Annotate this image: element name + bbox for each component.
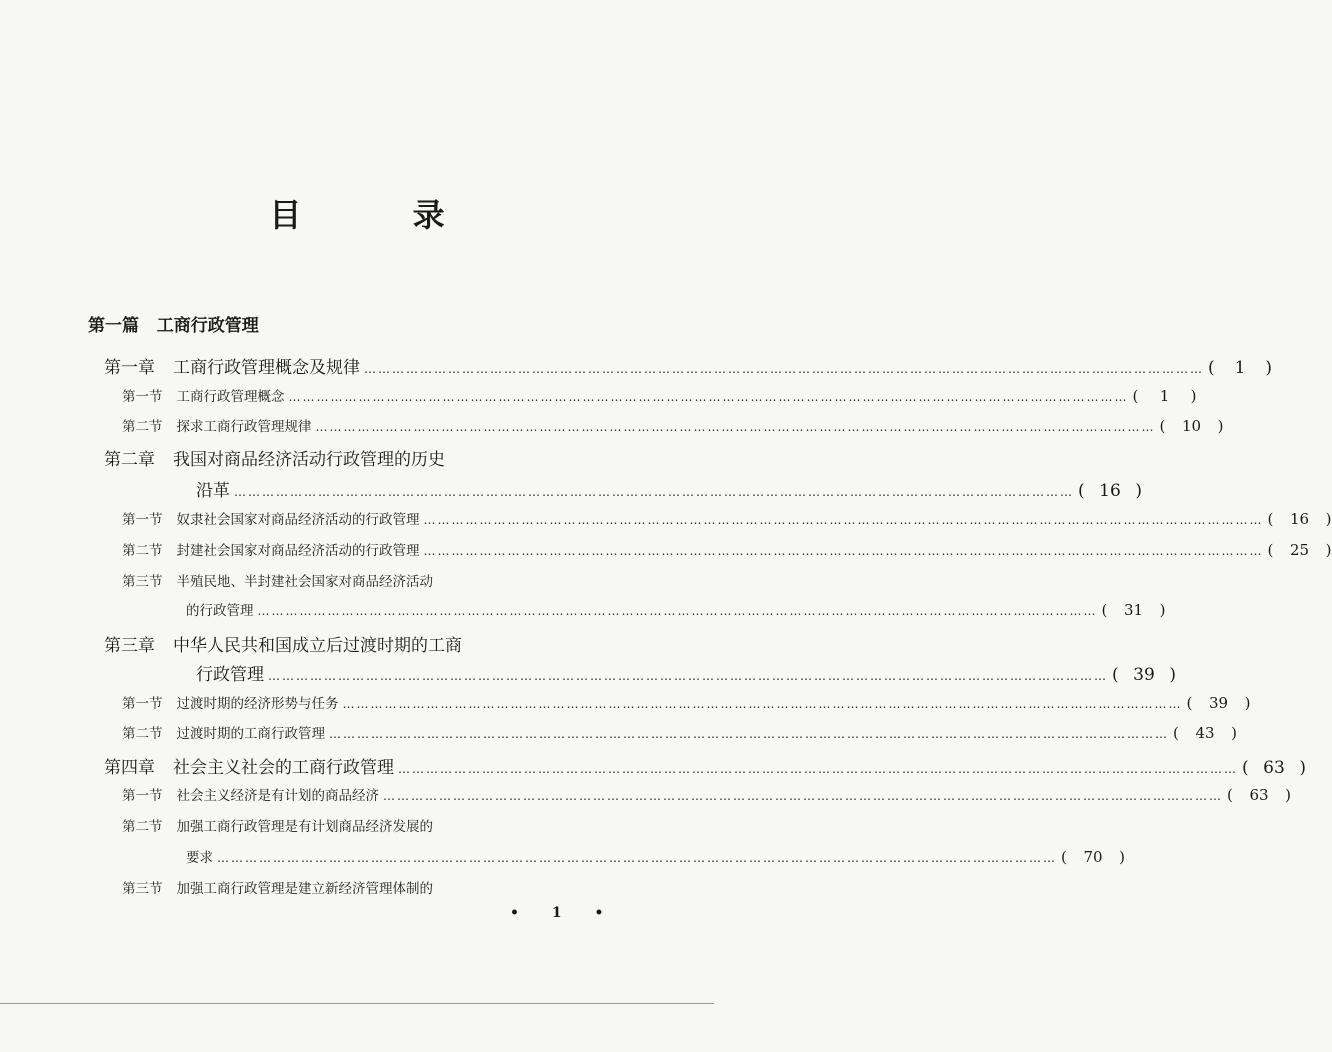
bottom-rule xyxy=(0,1003,714,1004)
toc-entry-label: 第一节 xyxy=(122,788,163,804)
toc-page-number: ( 10 ) xyxy=(1159,417,1224,435)
toc-page-number: ( 63 ) xyxy=(1242,758,1306,778)
toc-entry-label: 第三节 xyxy=(122,881,163,897)
toc-entry-label: 第一章 xyxy=(104,358,155,378)
toc-entry-label: 第一节 xyxy=(122,696,163,712)
toc-entry-title: 工商行政管理概念 xyxy=(176,389,285,405)
part-title: 工商行政管理 xyxy=(156,316,259,336)
leader-dots: ……………………………………………………………………………………………………………………………………………………………… xyxy=(398,762,1238,776)
leader-dots: ……………………………………………………………………………………………………………………………………………………………… xyxy=(217,851,1057,865)
leader-dots: ……………………………………………………………………………………………………………………………………………………………… xyxy=(383,789,1223,803)
toc-entry-title: 加强工商行政管理是建立新经济管理体制的 xyxy=(176,881,433,897)
leader-dots: ……………………………………………………………………………………………………………………………………………………………… xyxy=(423,513,1264,527)
toc-page-number: ( 16 ) xyxy=(1267,510,1332,528)
leader-dots: ……………………………………………………………………………………………………………………………………………………………… xyxy=(268,669,1108,683)
toc-chapter-row xyxy=(104,353,1272,378)
toc-entry-title: 奴隶社会国家对商品经济活动的行政管理 xyxy=(176,512,420,528)
toc-page-number: ( 1 ) xyxy=(1132,387,1197,405)
toc-section-row xyxy=(122,570,433,590)
toc-section-row xyxy=(122,539,1332,559)
toc-entry-title-cont: 行政管理 xyxy=(196,665,264,685)
toc-entry-label: 第三章 xyxy=(104,636,155,656)
toc-entry-label: 第二节 xyxy=(122,543,163,559)
toc-section-row xyxy=(122,784,1291,804)
toc-entry-title: 过渡时期的经济形势与任务 xyxy=(176,696,339,712)
toc-entry-title: 我国对商品经济活动行政管理的历史 xyxy=(173,450,445,470)
toc-entry-label: 第四章 xyxy=(104,758,155,778)
toc-entry-title: 过渡时期的工商行政管理 xyxy=(176,726,325,742)
toc-entry-continuation xyxy=(196,476,1142,501)
toc-entry-label: 第一节 xyxy=(122,512,163,528)
page-number: • 1 • xyxy=(510,905,618,921)
leader-dots: ……………………………………………………………………………………………………………………………………………………………… xyxy=(423,544,1264,558)
toc-entry-label: 第二节 xyxy=(122,726,163,742)
toc-chapter-row xyxy=(104,631,462,656)
toc-page-number: ( 16 ) xyxy=(1078,481,1142,501)
toc-page-number: ( 25 ) xyxy=(1267,541,1332,559)
toc-entry-title: 封建社会国家对商品经济活动的行政管理 xyxy=(176,543,420,559)
toc-entry-title: 半殖民地、半封建社会国家对商品经济活动 xyxy=(176,574,433,590)
part-label: 第一篇 xyxy=(88,316,139,336)
leader-dots: ……………………………………………………………………………………………………………………………………………………………… xyxy=(234,485,1074,499)
page-title: 目 录 xyxy=(269,196,495,234)
toc-section-row xyxy=(122,877,433,897)
leader-dots: ……………………………………………………………………………………………………………………………………………………………… xyxy=(342,697,1183,711)
toc-entry-continuation xyxy=(186,599,1166,619)
toc-entry-title: 中华人民共和国成立后过渡时期的工商 xyxy=(173,636,462,656)
toc-entry-label: 第一节 xyxy=(122,389,163,405)
leader-dots: ……………………………………………………………………………………………………………………………………………………………… xyxy=(288,390,1129,404)
toc-page-number: ( 31 ) xyxy=(1101,601,1166,619)
toc-entry-continuation xyxy=(196,660,1176,685)
toc-chapter-row xyxy=(104,445,445,470)
leader-dots: ……………………………………………………………………………………………………………………………………………………………… xyxy=(329,727,1169,741)
toc-entry-title-cont: 沿革 xyxy=(196,481,230,501)
toc-page-number: ( 1 ) xyxy=(1208,358,1272,378)
toc-page-number: ( 39 ) xyxy=(1112,665,1176,685)
leader-dots: ……………………………………………………………………………………………………………………………………………………………… xyxy=(364,362,1204,376)
toc-entry-title: 社会主义经济是有计划的商品经济 xyxy=(176,788,379,804)
toc-chapter-row xyxy=(104,753,1306,778)
toc-entry-label: 第二节 xyxy=(122,819,163,835)
toc-entry-label: 第二章 xyxy=(104,450,155,470)
toc-entry-label: 第三节 xyxy=(122,574,163,590)
toc-entry-continuation xyxy=(186,846,1125,866)
toc-section-row xyxy=(122,508,1332,528)
toc-entry-title: 加强工商行政管理是有计划商品经济发展的 xyxy=(176,819,433,835)
toc-section-row xyxy=(122,385,1197,405)
toc-page-number: ( 70 ) xyxy=(1061,848,1125,866)
toc-entry-title: 社会主义社会的工商行政管理 xyxy=(173,758,394,778)
toc-entry-title: 探求工商行政管理规律 xyxy=(176,419,312,435)
toc-page-number: ( 39 ) xyxy=(1186,694,1251,712)
toc-entry-title: 工商行政管理概念及规律 xyxy=(173,358,360,378)
toc-section-row xyxy=(122,722,1237,742)
toc-entry-title-cont: 要求 xyxy=(186,850,213,866)
toc-section-row xyxy=(122,815,433,835)
leader-dots: ……………………………………………………………………………………………………………………………………………………………… xyxy=(257,604,1098,618)
toc-section-row xyxy=(122,692,1251,712)
toc-section-row xyxy=(122,415,1224,435)
toc-page-number: ( 63 ) xyxy=(1227,786,1291,804)
toc-entry-label: 第二节 xyxy=(122,419,163,435)
toc-entry-title-cont: 的行政管理 xyxy=(186,603,254,619)
leader-dots: ……………………………………………………………………………………………………………………………………………………………… xyxy=(315,420,1156,434)
toc-page-number: ( 43 ) xyxy=(1173,724,1237,742)
